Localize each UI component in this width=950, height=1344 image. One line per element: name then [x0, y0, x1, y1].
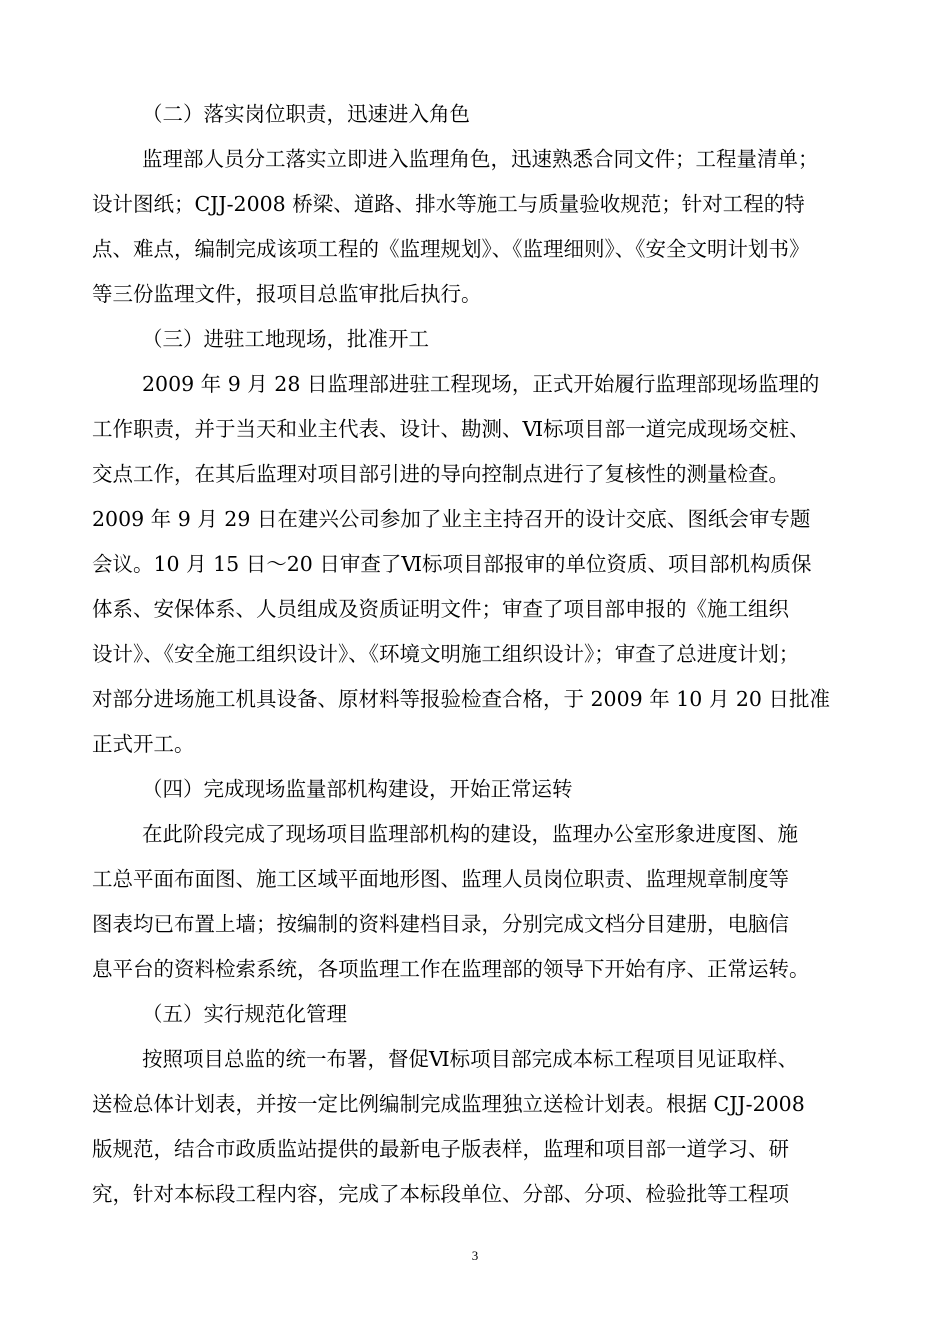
- document-body: [92, 92, 860, 1217]
- paragraph-line: 正式开工。: [92, 732, 195, 756]
- paragraph-line: 2009 年 9 月 29 日在建兴公司参加了业主主持召开的设计交底、图纸会审专题: [92, 507, 811, 531]
- paragraph-line: 送检总体计划表，并按一定比例编制完成监理独立送检计划表。根据 CJJ-2008: [92, 1092, 805, 1116]
- section-heading: （三）进驻工地现场，批准开工: [142, 327, 429, 351]
- paragraph-line: 等三份监理文件，报项目总监审批后执行。: [92, 282, 482, 306]
- paragraph-line: 2009 年 9 月 28 日监理部进驻工程现场，正式开始履行监理部现场监理的: [142, 372, 820, 396]
- paragraph-line: 会议。10 月 15 日～20 日审查了Ⅵ标项目部报审的单位资质、项目部机构质保: [92, 552, 812, 576]
- section-paragraph: [92, 362, 860, 767]
- paragraph-line: 交点工作，在其后监理对项目部引进的导向控制点进行了复核性的测量检查。: [92, 462, 789, 486]
- paragraph-line: 设计》、《安全施工组织设计》、《环境文明施工组织设计》；审查了总进度计划；: [92, 642, 800, 666]
- paragraph-line: 按照项目总监的统一布署，督促Ⅵ标项目部完成本标工程项目见证取样、: [142, 1047, 799, 1071]
- paragraph-line: 监理部人员分工落实立即进入监理角色，迅速熟悉合同文件；工程量清单；: [142, 147, 819, 171]
- paragraph-line: 工总平面布面图、施工区域平面地形图、监理人员岗位职责、监理规章制度等: [92, 867, 789, 891]
- section-heading: （四）完成现场监量部机构建设，开始正常运转: [142, 777, 573, 801]
- paragraph-line: 图表均已布置上墙；按编制的资料建档目录，分别完成文档分目建册，电脑信: [92, 912, 789, 936]
- paragraph-line: 点、难点，编制完成该项工程的《监理规划》、《监理细则》、《安全文明计划书》: [92, 237, 810, 261]
- paragraph-line: 设计图纸；CJJ-2008 桥梁、道路、排水等施工与质量验收规范；针对工程的特: [92, 192, 805, 216]
- paragraph-line: 息平台的资料检索系统，各项监理工作在监理部的领导下开始有序、正常运转。: [92, 957, 810, 981]
- section-paragraph: [92, 137, 860, 317]
- page-number: 3: [471, 1248, 479, 1263]
- paragraph-line: 版规范，结合市政质监站提供的最新电子版表样，监理和项目部一道学习、研: [92, 1137, 789, 1161]
- paragraph-line: 究，针对本标段工程内容，完成了本标段单位、分部、分项、检验批等工程项: [92, 1182, 789, 1206]
- section-heading: （二）落实岗位职责，迅速进入角色: [142, 102, 470, 126]
- paragraph-line: 在此阶段完成了现场项目监理部机构的建设，监理办公室形象进度图、施: [142, 822, 798, 846]
- section-heading: （五）实行规范化管理: [142, 1002, 347, 1026]
- paragraph-line: 工作职责，并于当天和业主代表、设计、勘测、Ⅵ标项目部一道完成现场交桩、: [92, 417, 810, 441]
- paragraph-line: 对部分进场施工机具设备、原材料等报验检查合格，于 2009 年 10 月 20 日批准: [92, 687, 830, 711]
- section-paragraph: [92, 812, 860, 992]
- section-paragraph: [92, 1037, 860, 1217]
- paragraph-line: 体系、安保体系、人员组成及资质证明文件；审查了项目部申报的《施工组织: [92, 597, 789, 621]
